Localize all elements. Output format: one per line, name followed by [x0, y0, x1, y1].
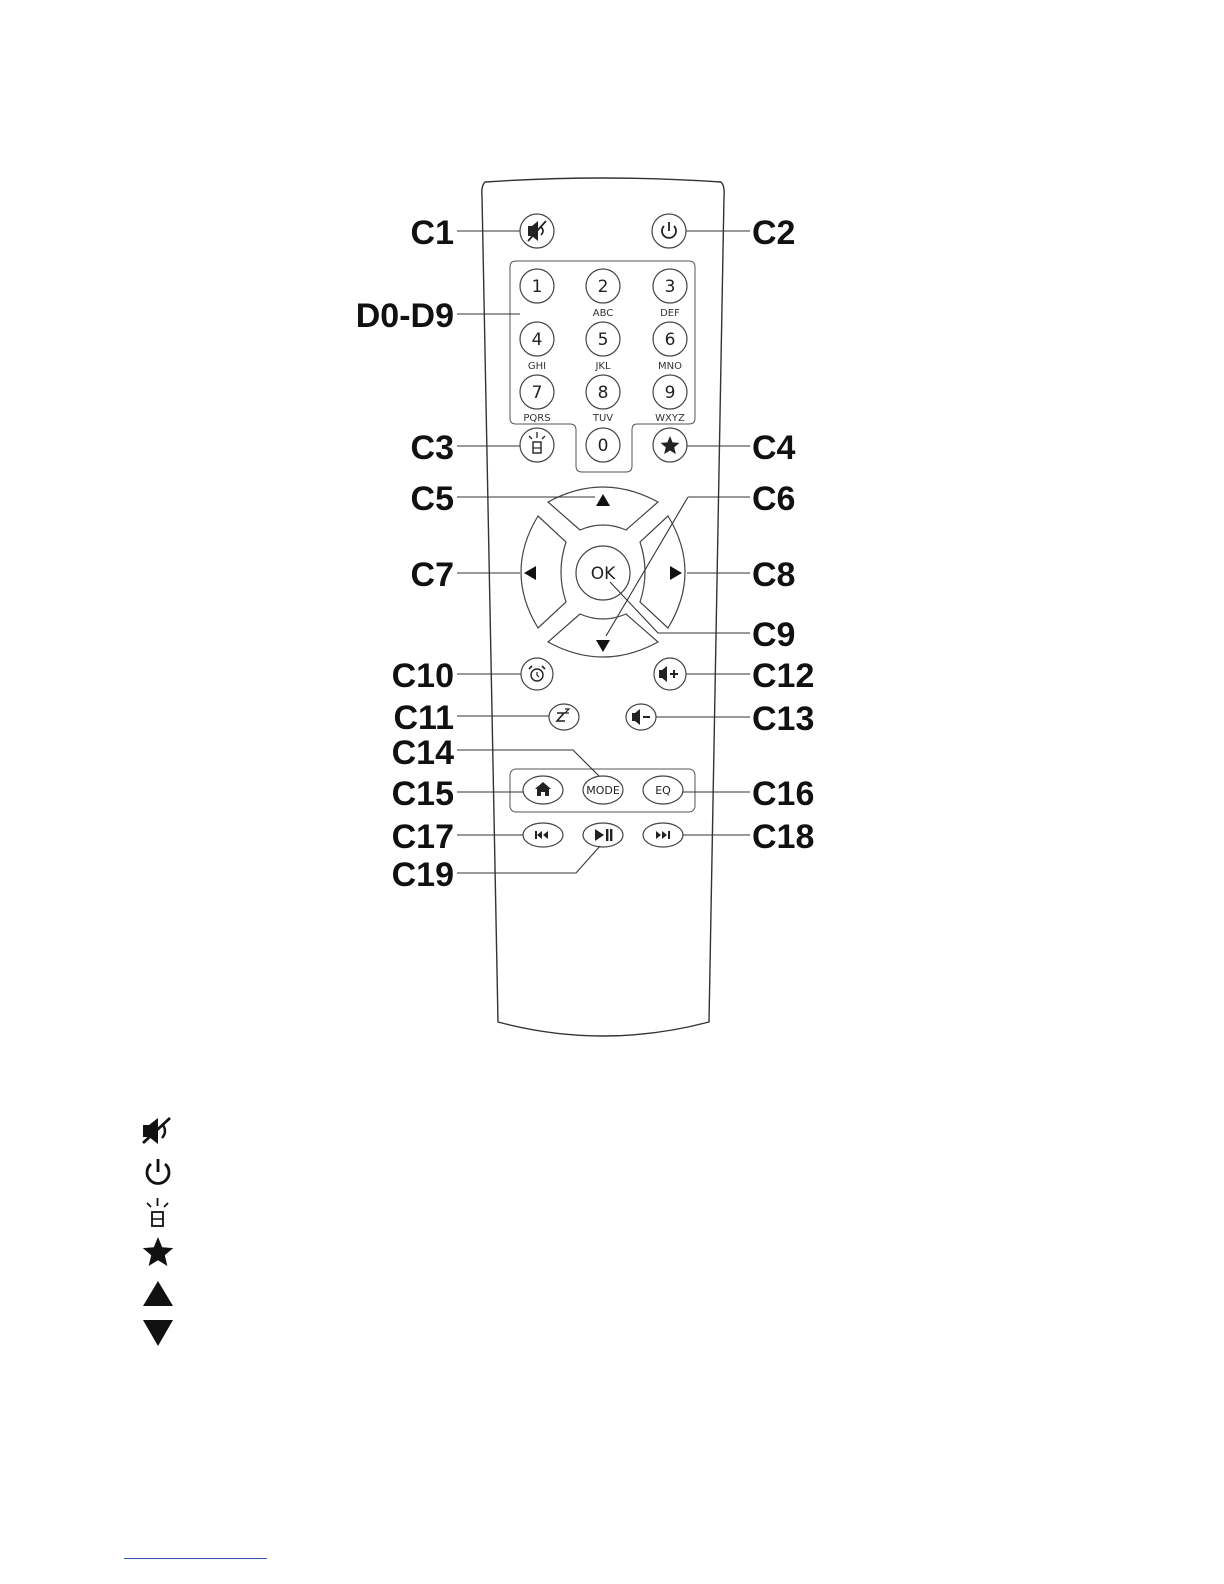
mode-label: MODE [586, 784, 620, 797]
ok-label: OK [590, 564, 616, 584]
key-6-label: 6 [664, 330, 676, 350]
key-2[interactable] [586, 269, 620, 303]
callout-c5: C5 [410, 480, 454, 518]
previous-button[interactable] [523, 823, 563, 847]
key-6-letters: MNO [658, 361, 682, 372]
key-8[interactable] [586, 375, 620, 409]
down-triangle-icon [143, 1320, 173, 1346]
home-button[interactable] [523, 776, 563, 804]
mute-icon [143, 1118, 170, 1144]
callout-c7: C7 [410, 556, 454, 594]
key-4-letters: GHI [527, 361, 547, 372]
callout-c4: C4 [752, 429, 796, 467]
key-4-label: 4 [531, 330, 543, 350]
key-7-letters: PQRS [523, 413, 551, 424]
key-9-label: 9 [664, 383, 676, 403]
callout-c17: C17 [391, 818, 454, 856]
key-5-label: 5 [597, 330, 609, 350]
key-6[interactable] [653, 322, 687, 356]
key-5-letters: JKL [595, 361, 611, 372]
key-4[interactable] [520, 322, 554, 356]
callout-c1: C1 [410, 214, 454, 252]
up-triangle-icon [143, 1281, 173, 1306]
light-button[interactable] [520, 428, 554, 462]
callout-c3: C3 [410, 429, 454, 467]
legend [143, 1118, 173, 1346]
key-1-label: 1 [531, 277, 543, 297]
key-8-letters: TUV [592, 413, 614, 424]
callout-c16: C16 [752, 775, 815, 813]
key-7[interactable] [520, 375, 554, 409]
key-2-label: 2 [597, 277, 609, 297]
key-3-label: 3 [664, 277, 676, 297]
callout-c8: C8 [752, 556, 796, 594]
alarm-button[interactable] [521, 658, 553, 690]
callout-c11: C11 [393, 699, 454, 737]
star-button[interactable] [653, 428, 687, 462]
key-2-letters: ABC [592, 308, 614, 319]
key-5[interactable] [586, 322, 620, 356]
next-button[interactable] [643, 823, 683, 847]
key-9-letters: WXYZ [655, 413, 685, 424]
mode-button[interactable] [583, 776, 623, 804]
key-9[interactable] [653, 375, 687, 409]
key-7-label: 7 [531, 383, 543, 403]
callout-c10: C10 [391, 657, 454, 695]
nav-up-button[interactable] [548, 487, 658, 530]
sleep-button[interactable] [549, 704, 579, 730]
key-0[interactable] [586, 428, 620, 462]
callout-c19: C19 [391, 856, 454, 894]
callout-c18: C18 [752, 818, 815, 856]
callout-c12: C12 [752, 657, 815, 695]
power-button[interactable] [652, 214, 686, 248]
key-3-letters: DEF [660, 308, 680, 319]
callout-c13: C13 [752, 700, 815, 738]
nav-ring [521, 487, 685, 657]
callout-d0-d9: D0-D9 [355, 297, 454, 335]
key-0-label: 0 [597, 436, 609, 456]
callout-c6: C6 [752, 480, 796, 518]
key-3[interactable] [653, 269, 687, 303]
remote-body [482, 178, 724, 1036]
key-8-label: 8 [597, 383, 609, 403]
light-icon [147, 1198, 168, 1226]
eq-label: EQ [655, 784, 671, 797]
callout-c2: C2 [752, 214, 796, 252]
eq-button[interactable] [643, 776, 683, 804]
callout-c9: C9 [752, 616, 796, 654]
callout-c15: C15 [391, 775, 454, 813]
volume-up-button[interactable] [654, 658, 686, 690]
star-icon [143, 1237, 173, 1266]
key-1[interactable] [520, 269, 554, 303]
volume-down-button[interactable] [626, 704, 656, 730]
power-icon [147, 1159, 169, 1183]
footnote-rule [124, 1558, 267, 1559]
mute-button[interactable] [520, 214, 554, 248]
ok-button[interactable] [576, 546, 630, 600]
play-pause-button[interactable] [583, 823, 623, 847]
callout-c14: C14 [391, 734, 454, 772]
